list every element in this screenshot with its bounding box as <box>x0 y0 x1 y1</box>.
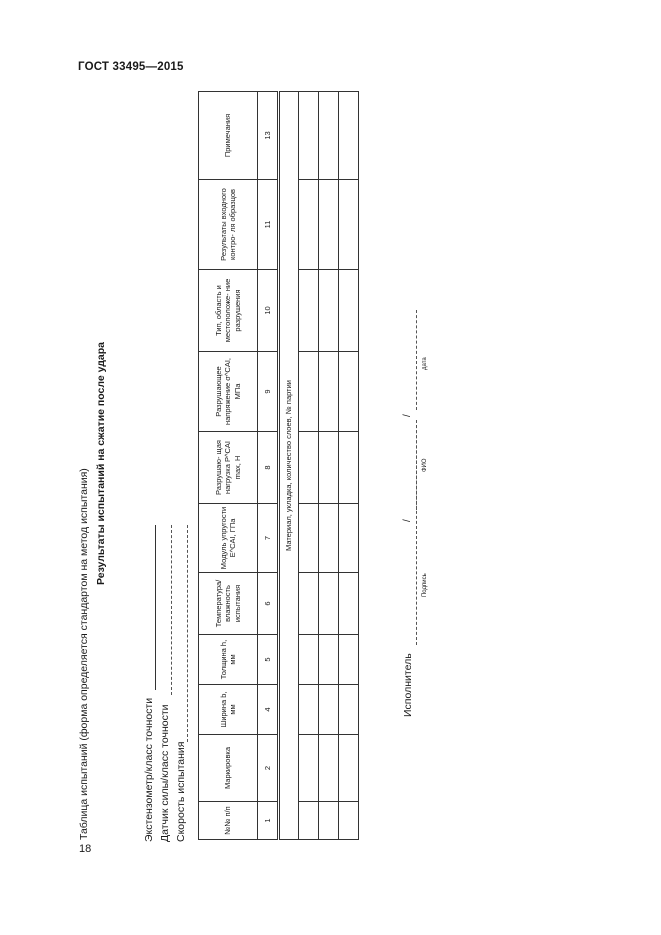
col-number: 1 <box>258 802 278 840</box>
col-number: 10 <box>258 270 278 352</box>
table-row <box>339 92 359 840</box>
name-line <box>416 420 417 510</box>
table-row <box>319 92 339 840</box>
column-number-row <box>258 92 278 840</box>
date-caption: дата <box>422 357 428 370</box>
page-number: 18 <box>79 843 92 855</box>
force-sensor-field-line <box>171 525 172 695</box>
col-header: Тип, область и местоположе- ние разрушения <box>199 270 258 352</box>
col-header: Разрушаю- щая нагрузка P^CAI max, Н <box>199 432 258 504</box>
force-sensor-field-label: Датчик силы/класс точности <box>159 704 171 842</box>
intro-text: Таблица испытаний (форма определяется стандартом на метод испытания) <box>78 468 90 840</box>
col-number: 5 <box>258 635 278 685</box>
col-number: 8 <box>258 432 278 504</box>
results-table <box>198 91 359 840</box>
col-number: 6 <box>258 573 278 635</box>
test-speed-field-label: Скорость испытания <box>175 741 187 842</box>
col-header: Результаты входного контро- ля образцов <box>199 180 258 270</box>
col-header: Толщина h, мм <box>199 635 258 685</box>
col-number: 13 <box>258 92 278 180</box>
col-header: Температура/ влажность испытания <box>199 573 258 635</box>
table-row <box>299 92 319 840</box>
table-header-row <box>199 92 258 840</box>
col-header: Примечания <box>199 92 258 180</box>
separator-1: / <box>402 519 413 522</box>
separator-2: / <box>402 414 413 417</box>
date-line <box>416 310 417 410</box>
material-row-label: Материал, укладка, количество слоев, № партии <box>280 92 299 840</box>
material-row <box>280 92 299 840</box>
col-number: 11 <box>258 180 278 270</box>
table-title: Результаты испытаний на сжатие после удара <box>95 342 107 585</box>
col-number: 4 <box>258 685 278 735</box>
sign-caption: Подпись <box>422 573 428 597</box>
test-speed-field-line <box>187 525 188 742</box>
extensometer-field-label: Экстензометр/класс точности <box>143 697 155 842</box>
executor-label: Исполнитель <box>402 653 414 717</box>
col-number: 7 <box>258 504 278 573</box>
col-header: Ширина b, мм <box>199 685 258 735</box>
extensometer-field-line <box>155 525 156 690</box>
col-header: Разрушающее напряжение σ^CAI, МПа <box>199 352 258 432</box>
col-header: №№ п/п <box>199 802 258 840</box>
col-header: Маркировка <box>199 735 258 802</box>
name-caption: ФИО <box>422 458 428 472</box>
col-number: 9 <box>258 352 278 432</box>
document-code: ГОСТ 33495—2015 <box>78 61 184 73</box>
col-number: 2 <box>258 735 278 802</box>
col-header: Модуль упругости E^CAI, ГПа <box>199 504 258 573</box>
